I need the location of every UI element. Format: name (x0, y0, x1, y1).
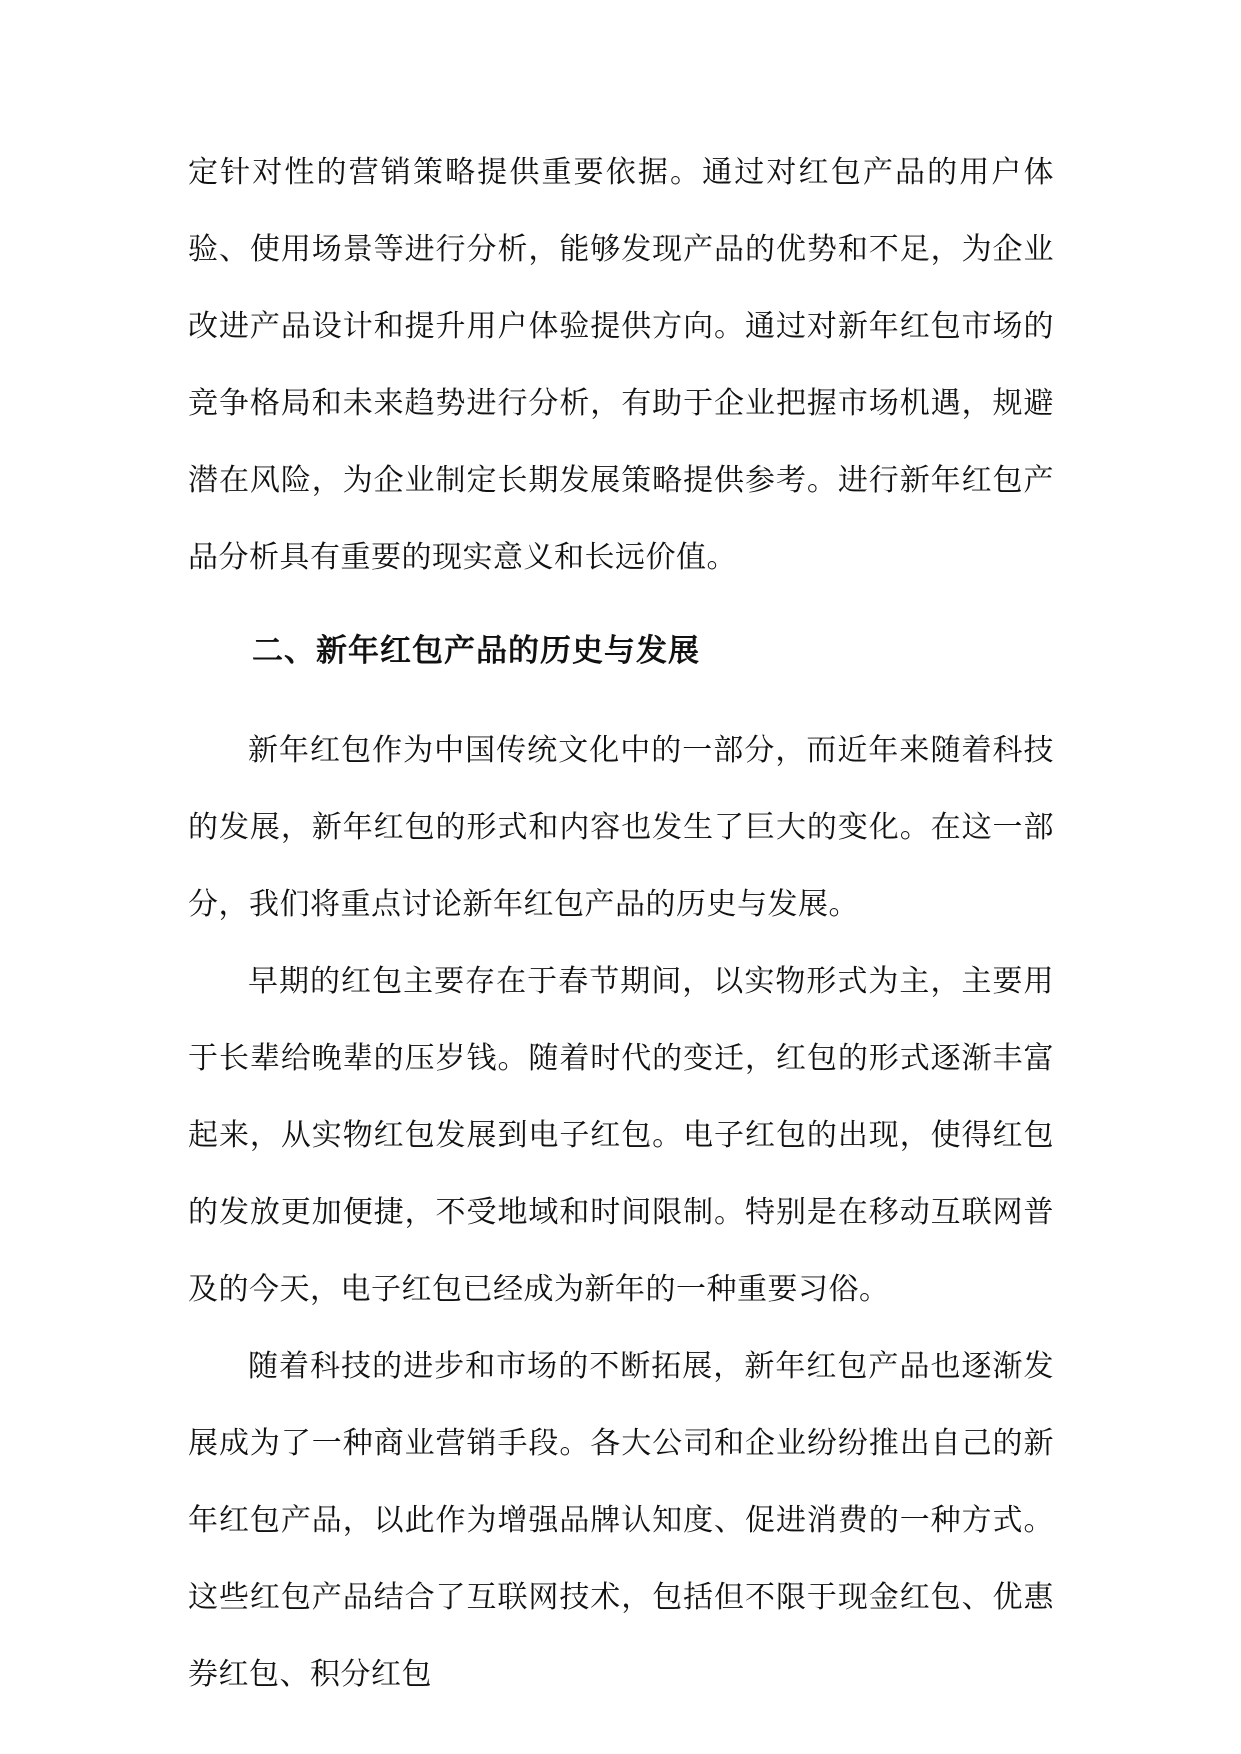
paragraph-3: 随着科技的进步和市场的不断拓展，新年红包产品也逐渐发展成为了一种商业营销手段。各大公司和企业纷纷推出自己的新年红包产品，以此作为增强品牌认知度、促进消费的一种方式。这些红包产品结合了互联网技术，包括但不限于现金红包、优惠券红包、积分红包 (188, 1349, 1054, 1692)
paragraph-2: 早期的红包主要存在于春节期间，以实物形式为主，主要用于长辈给晚辈的压岁钱。随着时代的变迁，红包的形式逐渐丰富起来，从实物红包发展到电子红包。电子红包的出现，使得红包的发放更加便捷，不受地域和时间限制。特别是在移动互联网普及的今天，电子红包已经成为新年的一种重要习俗。 (188, 964, 1054, 1307)
section-heading: 二、新年红包产品的历史与发展 (252, 633, 700, 669)
continuation-paragraph: 定针对性的营销策略提供重要依据。通过对红包产品的用户体验、使用场景等进行分析，能够发现产品的优势和不足，为企业改进产品设计和提升用户体验提供方向。通过对新年红包市场的竞争格局和未来趋势进行分析，有助于企业把握市场机遇，规避潜在风险，为企业制定长期发展策略提供参考。进行新年红包产品分析具有重要的现实意义和长远价值。 (188, 155, 1054, 575)
section-body (188, 712, 1054, 1713)
paragraph-1: 新年红包作为中国传统文化中的一部分，而近年来随着科技的发展，新年红包的形式和内容也发生了巨大的变化。在这一部分，我们将重点讨论新年红包产品的历史与发展。 (188, 733, 1054, 922)
